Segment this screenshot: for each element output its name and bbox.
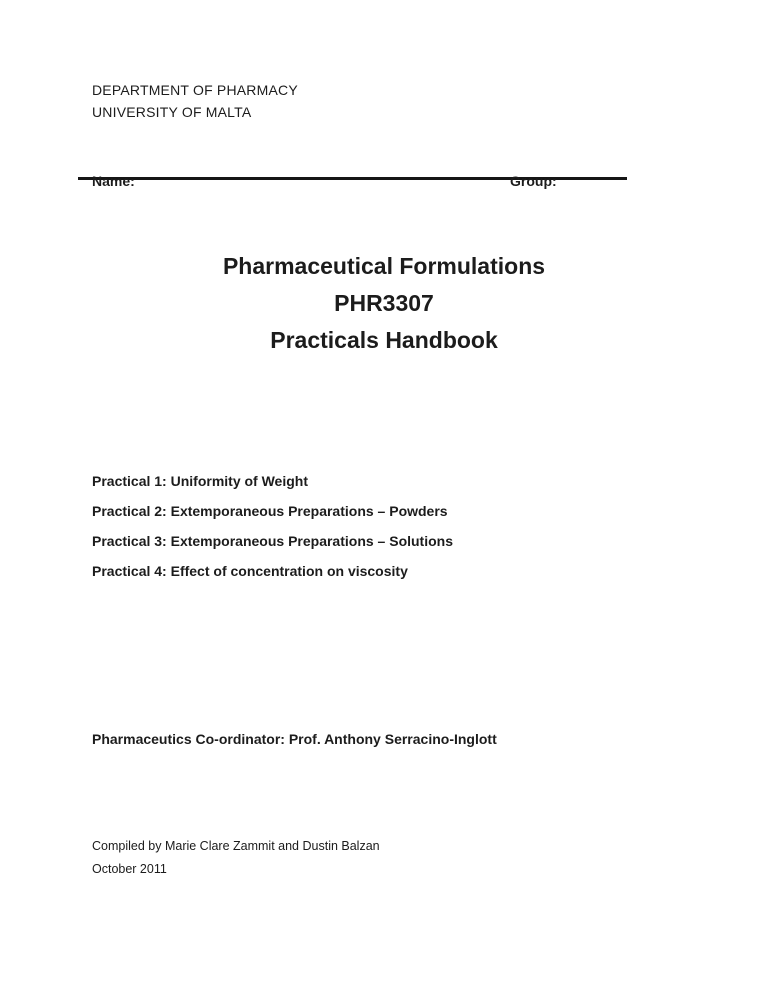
org-header <box>92 79 298 123</box>
practical-item-2: Practical 2: Extemporaneous Preparations – Powders <box>92 503 448 519</box>
practical-item-3: Practical 3: Extemporaneous Preparations – Solutions <box>92 533 453 549</box>
title-line-subject: Pharmaceutical Formulations <box>222 253 546 279</box>
coordinator-line: Pharmaceutics Co-ordinator: Prof. Anthony Serracino-Inglott <box>92 731 497 747</box>
date-line: October 2011 <box>92 862 167 876</box>
document-title <box>0 248 768 359</box>
university-name: UNIVERSITY OF MALTA <box>92 104 252 120</box>
department-name: DEPARTMENT OF PHARMACY <box>92 82 298 98</box>
practicals-list <box>92 466 453 586</box>
title-line-handbook: Practicals Handbook <box>270 327 498 353</box>
footer-block <box>92 835 380 881</box>
compiled-by-line: Compiled by Marie Clare Zammit and Dustin Balzan <box>92 839 380 853</box>
title-line-course-code: PHR3307 <box>334 290 434 316</box>
practical-item-4: Practical 4: Effect of concentration on viscosity <box>92 563 408 579</box>
name-label: Name: <box>92 173 135 189</box>
student-info-row <box>78 173 627 189</box>
practical-item-1: Practical 1: Uniformity of Weight <box>92 473 308 489</box>
group-label: Group: <box>510 173 557 189</box>
